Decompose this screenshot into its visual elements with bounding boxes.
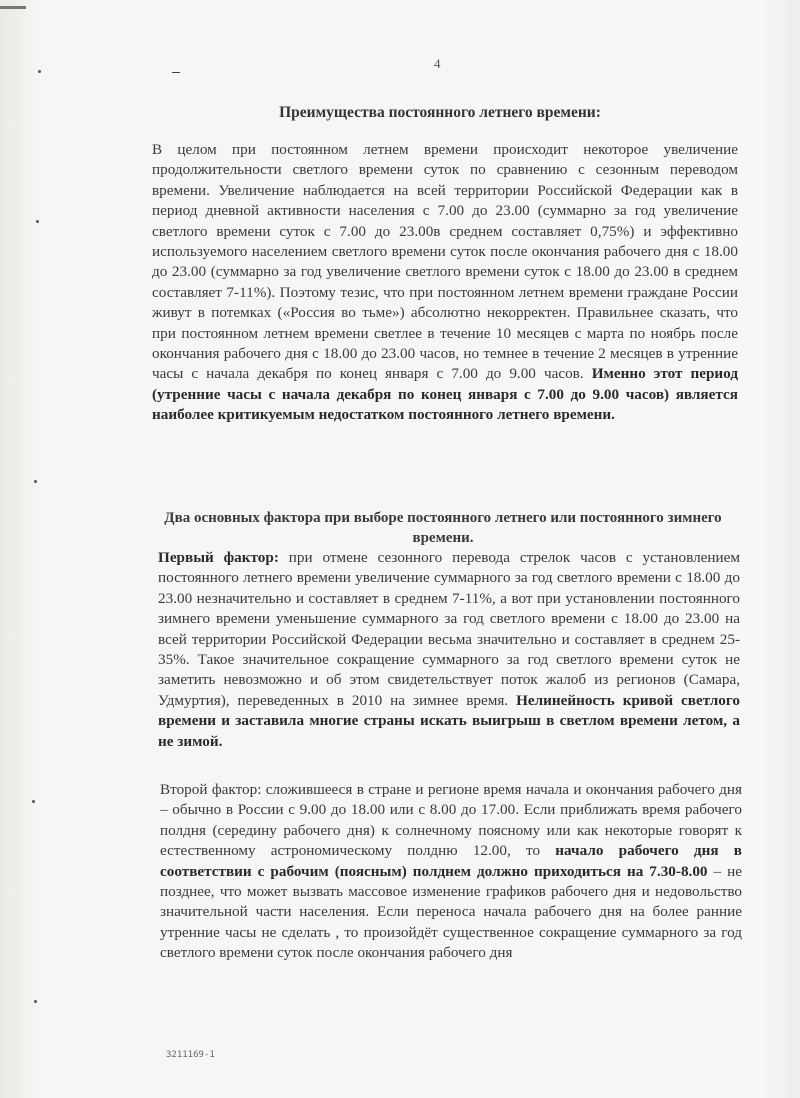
scan-mark [0, 6, 26, 9]
section-heading-factors: Два основных фактора при выборе постоянного летнего или постоянного зимнего времени. [164, 510, 722, 546]
scan-speck [32, 800, 35, 803]
paragraph-bold-text: начало рабочего дня в соответствии с рабочим (поясным) полднем должно приходиться на 7.30-8.00 [160, 842, 743, 880]
paragraph-second-factor [160, 780, 742, 964]
paragraph-text: сложившееся в стране и регионе время начала и окончания рабочего дня – обычно в России с 9.00 до 18.00 или с 8.00 до 17.00. Если приближать время рабочего полдня (середину рабочего дня) к солнечному поясному или как некоторые говорят к естественному астрономическому полдню 12.00, то [160, 781, 742, 860]
footer-code: 3211169-1 [166, 1050, 215, 1060]
paragraph-first-factor [158, 548, 740, 752]
scan-speck [36, 220, 39, 223]
section-heading-advantages: Преимущества постоянного летнего времени: [279, 104, 601, 121]
page-number: 4 [434, 56, 441, 71]
paragraph-text: – не позднее, что может вызвать массовое изменение графиков рабочего дня и недовольство значительной части населения. Если переноса начала рабочего дня на более ранние утренние часы не сделать , то произойдёт существенное сокращение суммарного за год светлого времени суток после окончания рабочего дня [160, 862, 743, 962]
scan-speck [34, 480, 37, 483]
paragraph-text: В целом при постоянном летнем времени происходит некоторое увеличение продолжительности светлого времени суток по сравнению с сезонным переводом времени. Увеличение наблюдается на всей территории Российской Федерации как в период дневной активности населения с 7.00 до 23.00 (суммарно за год увеличение светлого времени суток с 7.00 до 23.00в среднем составляет 0,75%) и эффективно используемого населением светлого времени суток после окончания рабочего дня с 18.00 до 23.00 (суммарно за год увеличение светлого времени суток с 18.00 до 23.00 в среднем составляет 7-11%). Поэтому тезис, что при постоянном летнем времени граждане России живут в потемках («Россия во тьме») абсолютно некорректен. Правильнее сказать, что при постоянном летнем времени светлее в течение 10 месяцев с марта по ноябрь после окончания рабочего дня с 18.00 до 23.00 часов, но темнее в течение 2 месяцев в утренние часы с начала декабря по конец января с 7.00 до 9.00 часов. [152, 141, 738, 383]
scan-mark [172, 72, 180, 73]
factor-label: Первый фактор: [158, 549, 279, 566]
paragraph-text: при отмене сезонного перевода стрелок часов с установлением постоянного летнего времени увеличение суммарного за год светлого времени с 18.00 до 23.00 незначительно и составляет в среднем 7-11%, а вот при установлении постоянного зимнего времени уменьшение суммарного за год светлого времени с 18.00 до 23.00 на всей территории Российской Федерации весьма значительно и составляет в среднем 25-35%. Такое значительное сокращение суммарного за год светлого времени суток не заметить невозможно и об этом свидетельствует поток жалоб из регионов (Самара, Удмуртия), переведенных в 2010 на зимнее время. [158, 549, 740, 709]
factor-label: Второй фактор: [160, 781, 262, 798]
paragraph-bold-text: Нелинейность кривой светлого времени и заставила многие страны искать выигрыш в светлом времени летом, а не зимой. [158, 691, 741, 750]
scan-speck [38, 70, 41, 73]
paragraph-advantages [152, 140, 738, 426]
paragraph-bold-text: Именно этот период (утренние часы с начала декабря по конец января с 7.00 до 9.00 часов) является наиболее критикуемым недостатком постоянного летнего времени. [152, 365, 739, 424]
scan-speck [34, 1000, 37, 1003]
